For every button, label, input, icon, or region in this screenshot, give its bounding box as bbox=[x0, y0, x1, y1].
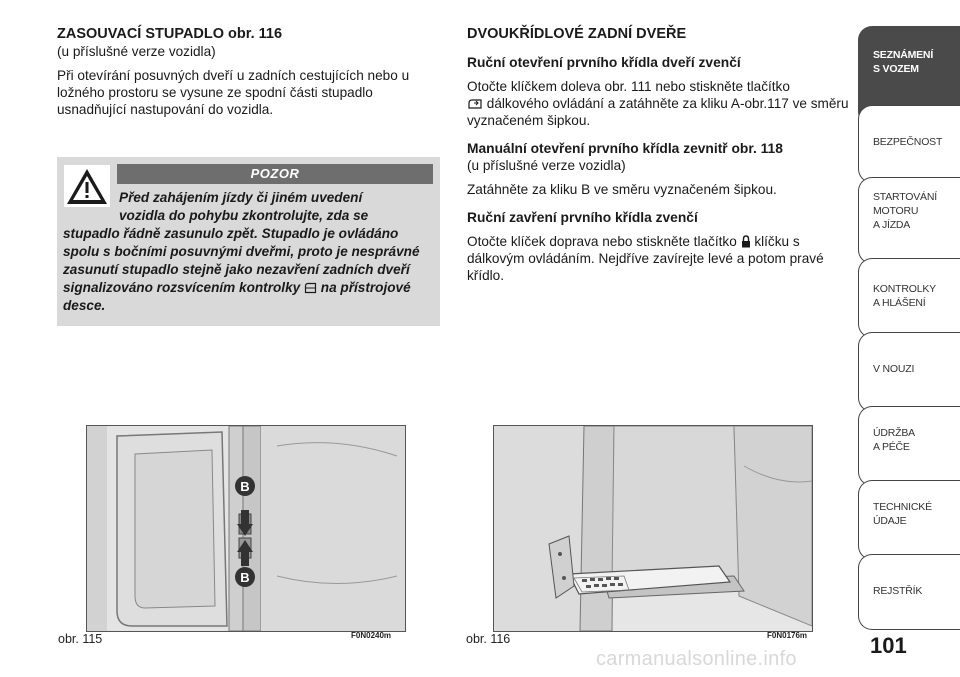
tab-label: KONTROLKY bbox=[873, 283, 936, 295]
warning-line-2: vozidla do pohybu zkontrolujte, zda se bbox=[119, 208, 369, 223]
tab-label: STARTOVÁNÍ bbox=[873, 191, 937, 203]
tab-label: TECHNICKÉ bbox=[873, 501, 932, 513]
tab-v-nouzi[interactable] bbox=[858, 332, 960, 412]
figure-code: F0N0176m bbox=[767, 631, 808, 640]
warning-rest-b: na přístrojové desce. bbox=[63, 280, 411, 313]
remote-open-icon bbox=[467, 98, 483, 110]
figure-code: F0N0240m bbox=[351, 631, 392, 640]
door-open-indicator-icon bbox=[304, 282, 317, 294]
subsection-text bbox=[467, 78, 852, 129]
tab-label: A HLÁŠENÍ bbox=[873, 297, 926, 309]
tab-rejstrik[interactable] bbox=[858, 554, 960, 630]
subsection-subtitle: (u příslušné verze vozidla) bbox=[467, 158, 626, 173]
tab-label: REJSTŘÍK bbox=[873, 585, 923, 597]
warning-rest-a: stupadlo řádně zasunulo zpět. Stupadlo je ovládáno spolu s bočními posuvnými dveřmi, proto je nesprávné zasunutí stupadlo stejně jako nezavření zadních dveří signalizováno rozsvícením kontrolky bbox=[63, 226, 420, 295]
section-paragraph: Při otevírání posuvných dveří u zadních cestujících nebo u ložného prostoru se vysune ze spodní části stupadlo usnadňující nastupování do vozidla. bbox=[57, 68, 410, 117]
left-column bbox=[57, 26, 442, 118]
figure-label-b-top: B bbox=[240, 479, 250, 494]
warning-text bbox=[63, 189, 435, 315]
subsection-title: Ruční zavření prvního křídla zvenčí bbox=[467, 210, 698, 225]
warning-box bbox=[57, 157, 440, 326]
subsection-text bbox=[467, 233, 852, 284]
watermark: carmanualsonline.info bbox=[596, 648, 797, 670]
figure-caption: obr. 115 bbox=[58, 632, 103, 646]
tab-kontrolky[interactable] bbox=[858, 258, 960, 338]
figure-116-image bbox=[493, 425, 813, 632]
warning-title: POZOR bbox=[117, 164, 433, 184]
tab-startovani[interactable] bbox=[858, 177, 960, 264]
sliding-door-illustration bbox=[87, 426, 405, 631]
tab-technicke[interactable] bbox=[858, 480, 960, 560]
tab-label: ÚDRŽBA bbox=[873, 427, 915, 439]
section-subtitle: (u příslušné verze vozidla) bbox=[57, 44, 216, 59]
retractable-step-illustration bbox=[494, 426, 812, 631]
tab-label: BEZPEČNOST bbox=[873, 136, 943, 148]
text-fragment: dálkového ovládání a zatáhněte za kliku A-obr.117 ve směru vyznačeném šipkou. bbox=[467, 96, 849, 128]
tab-label: S VOZEM bbox=[873, 63, 919, 75]
figure-label-b-bottom: B bbox=[240, 570, 250, 585]
text-fragment: Otočte klíček doprava nebo stiskněte tlačítko bbox=[467, 234, 737, 249]
text-fragment: Otočte klíčkem doleva obr. 111 nebo stiskněte tlačítko bbox=[467, 79, 790, 94]
subsection-text: Zatáhněte za kliku B ve směru vyznačeném šipkou. bbox=[467, 182, 777, 197]
tab-udrzba[interactable] bbox=[858, 406, 960, 486]
right-column bbox=[467, 26, 852, 284]
tab-bezpecnost[interactable] bbox=[858, 105, 960, 183]
figure-115-image bbox=[86, 425, 406, 632]
tab-label: V NOUZI bbox=[873, 363, 915, 375]
subsection-title: Manuální otevření prvního křídla zevnitř obr. 118 bbox=[467, 141, 783, 156]
text-fragment: klíčku s dálkovým ovládáním. Nejdříve zavírejte levé a potom pravé křídlo. bbox=[467, 234, 824, 283]
subsection-title: Ruční otevření prvního křídla dveří zvenčí bbox=[467, 55, 741, 70]
warning-line-1: Před zahájením jízdy či jiném uvedení bbox=[119, 190, 363, 205]
lock-icon bbox=[741, 235, 751, 248]
section-heading: DVOUKŘÍDLOVÉ ZADNÍ DVEŘE bbox=[467, 26, 687, 42]
tab-label: A PÉČE bbox=[873, 441, 910, 453]
tab-label: A JÍZDA bbox=[873, 219, 911, 231]
tab-label: ÚDAJE bbox=[873, 515, 907, 527]
section-heading: ZASOUVACÍ STUPADLO obr. 116 bbox=[57, 26, 283, 42]
figure-caption: obr. 116 bbox=[466, 632, 511, 646]
tab-label: MOTORU bbox=[873, 205, 919, 217]
page-number: 101 bbox=[870, 633, 907, 658]
tab-label: SEZNÁMENÍ bbox=[873, 49, 934, 61]
